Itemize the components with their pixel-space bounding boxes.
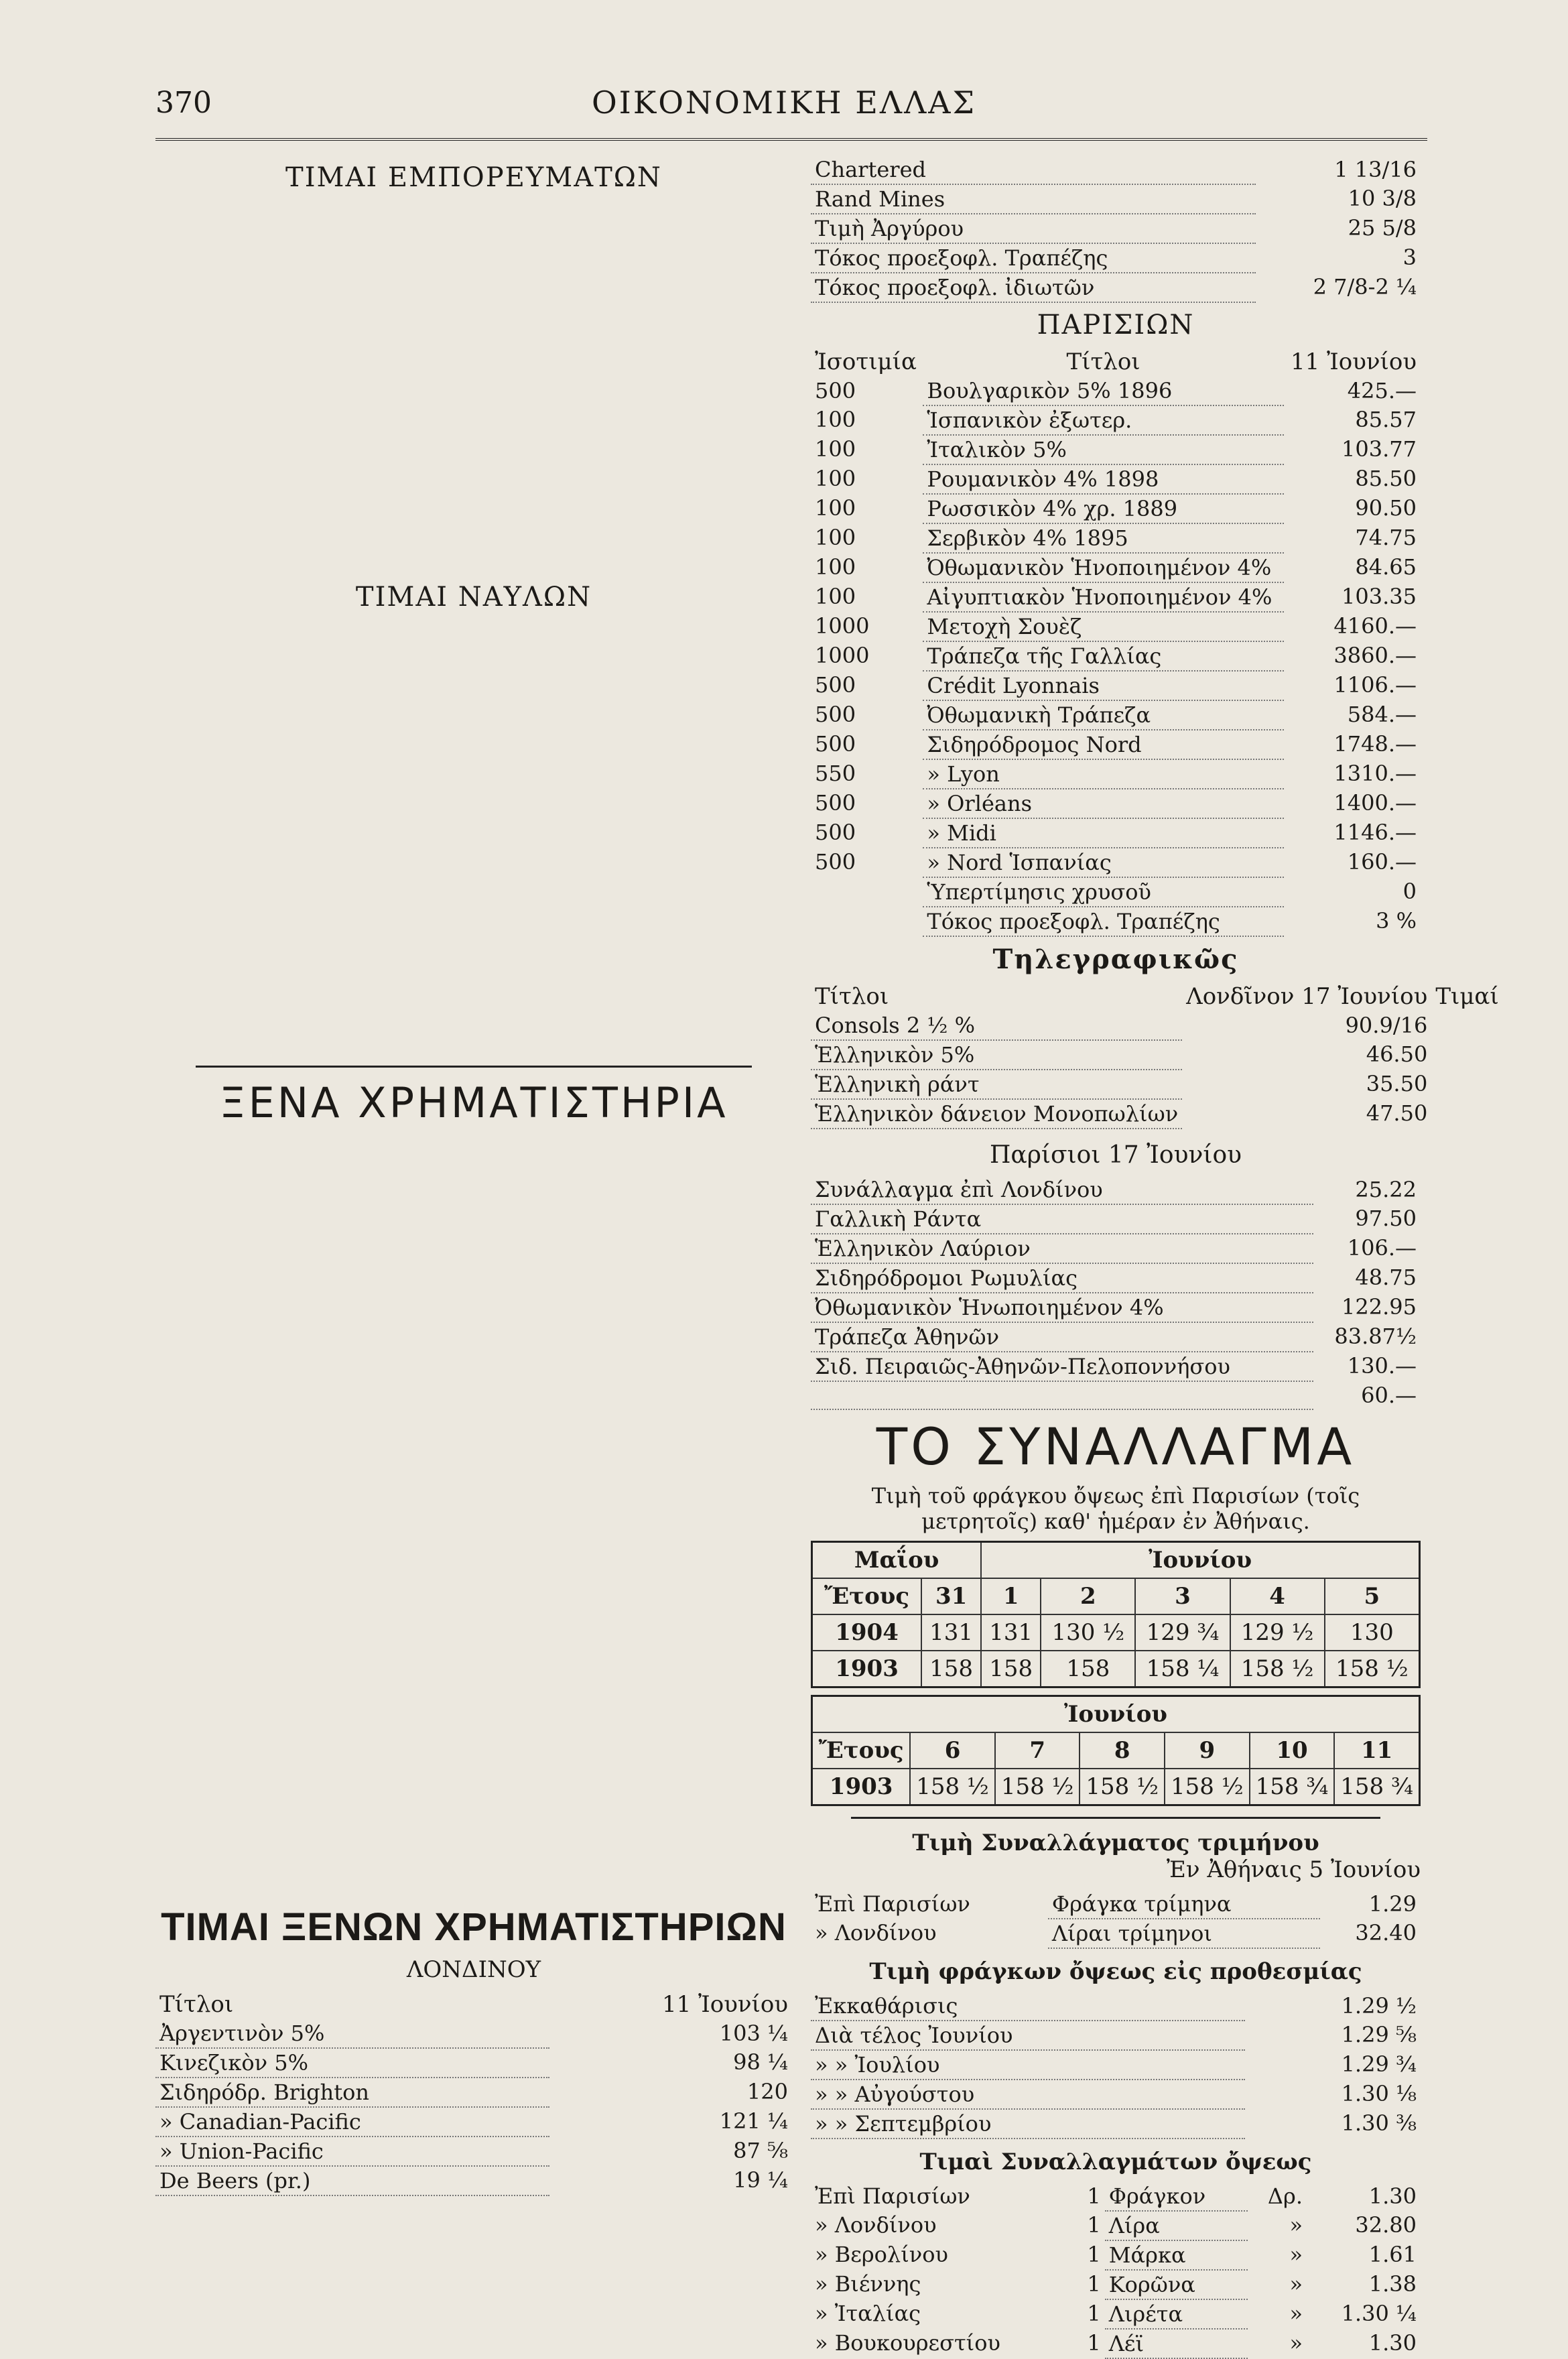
forward-table: [811, 1992, 1421, 2139]
forward-title: Τιμὴ φράγκων ὄψεως εἰς προθεσμίας: [869, 1958, 1362, 1985]
cell: 90.50: [1355, 495, 1417, 521]
header-cell: 8: [1080, 1732, 1165, 1769]
cell: Ὀθωμανικὸν Ἡνωποιημένον 4%: [811, 1293, 1313, 1322]
telegraphic-table: [811, 982, 1503, 1129]
cell: Crédit Lyonnais: [923, 671, 1283, 700]
cell: Ὀθωμανικὸν Ἡνοποιημένον 4%: [923, 553, 1283, 582]
table-row: [811, 1204, 1421, 1234]
cell: 425.—: [1347, 378, 1417, 403]
day-header-row: [812, 1732, 1420, 1769]
cell: 500: [815, 790, 856, 816]
cell: 1146.—: [1333, 820, 1417, 845]
header-rule: [155, 138, 1427, 141]
cell: » » Αὐγούστου: [811, 2080, 1245, 2109]
cell: »: [1289, 2271, 1303, 2297]
cell: Ὀθωμανικὴ Τράπεζα: [923, 700, 1283, 730]
month-june: Ἰουνίου: [981, 1542, 1419, 1579]
cell: 1 13/16: [1334, 157, 1417, 182]
cell: 1106.—: [1333, 672, 1417, 698]
cell: 19 ¼: [733, 2167, 788, 2193]
paris17-table: [811, 1175, 1421, 1410]
table-row: [811, 2329, 1421, 2358]
cell: 158 ½: [995, 1769, 1080, 1805]
cell: 130 ½: [1041, 1614, 1135, 1651]
foreign-exchanges-title: ΞΕΝΑ ΧΡΗΜΑΤΙΣΤΗΡΙΑ: [219, 1078, 728, 1127]
cell: 100: [815, 584, 856, 609]
month-row: [812, 1542, 1420, 1579]
freight-rates-body: [155, 619, 792, 1055]
sight-title: Τιμαὶ Συναλλαγμάτων ὄψεως: [919, 2149, 1312, 2175]
page-number: 370: [155, 86, 212, 120]
cell: 121 ¼: [719, 2108, 788, 2134]
cell: 1: [1087, 2330, 1101, 2356]
table-row: [155, 2048, 792, 2078]
cell: 0: [1402, 879, 1417, 904]
cell: 158 ½: [1080, 1769, 1165, 1805]
cell: Σιδηρόδρομοι Ρωμυλίας: [811, 1263, 1313, 1293]
table-row: [811, 2182, 1421, 2211]
table-row: [811, 730, 1421, 759]
cell: 85.57: [1355, 407, 1417, 432]
table-row: [812, 1651, 1420, 1687]
cell: 32.40: [1355, 1920, 1417, 1946]
cell: 25 5/8: [1348, 215, 1417, 241]
cell: [811, 877, 923, 907]
cell: 97.50: [1355, 1206, 1417, 1231]
cell: 1000: [815, 643, 870, 668]
month-june: Ἰουνίου: [812, 1696, 1420, 1733]
cell: 1: [1087, 2183, 1101, 2209]
cell: 500: [815, 378, 856, 403]
cell: Τόκος προεξοφλ. Τραπέζης: [811, 243, 1256, 273]
table-row: [811, 1293, 1421, 1322]
cell: 1903: [812, 1769, 911, 1805]
table-row: [811, 553, 1421, 582]
cell: Αἰγυπτιακὸν Ἡνοποιημένον 4%: [923, 582, 1283, 612]
cell: » » Σεπτεμβρίου: [811, 2109, 1245, 2139]
month-may: Μαΐου: [812, 1542, 982, 1579]
table-row: [811, 1381, 1421, 1409]
table-row: [811, 818, 1421, 848]
paris17-title: Παρίσιοι 17 Ἰουνίου: [989, 1141, 1242, 1169]
paris-table: [811, 347, 1421, 937]
table-row: [811, 2021, 1421, 2050]
cell: Λίραι τρίμηνοι: [1048, 1919, 1320, 1948]
cell: 129 ½: [1230, 1614, 1325, 1651]
cell: 1.38: [1368, 2271, 1417, 2297]
cell: 46.50: [1366, 1041, 1428, 1067]
cell: 10 3/8: [1348, 186, 1417, 211]
table-row: [155, 2019, 792, 2048]
table-row: [811, 1040, 1503, 1070]
cell: Ἱσπανικὸν ἐξωτερ.: [923, 405, 1283, 435]
table-row: [811, 1175, 1421, 1204]
cell: 1904: [812, 1614, 922, 1651]
cell: Σιδηρόδρ. Brighton: [155, 2078, 549, 2107]
cell: 131: [981, 1614, 1041, 1651]
cell: 160.—: [1347, 849, 1417, 875]
header-cell: Ἔτους: [812, 1732, 911, 1769]
cell: 550: [815, 761, 856, 786]
table-row: [811, 243, 1421, 273]
header-cell: 11: [1334, 1732, 1419, 1769]
cell: 25.22: [1355, 1177, 1417, 1202]
cell: » » Ἰουλίου: [811, 2050, 1245, 2080]
cell: Λέϊ: [1105, 2329, 1248, 2358]
cell: 1.29 ⅝: [1341, 2022, 1417, 2047]
cell: 100: [815, 436, 856, 462]
cell: 158: [921, 1651, 981, 1687]
table-row: [811, 1234, 1421, 1263]
cell: 500: [815, 731, 856, 757]
cell: Ἀργεντινὸν 5%: [155, 2019, 549, 2048]
cell: 500: [815, 672, 856, 698]
cell: 1903: [812, 1651, 922, 1687]
exchange-title: ΤΟ ΣΥΝΑΛΛΑΓΜΑ: [876, 1417, 1356, 1476]
cell: Κινεζικὸν 5%: [155, 2048, 549, 2078]
table-row: [811, 700, 1421, 730]
table-row: [155, 2107, 792, 2137]
table-row: [811, 2080, 1421, 2109]
cell: » Βουκουρεστίου: [815, 2330, 1000, 2356]
exchange-table-2: [811, 1695, 1421, 1806]
table-row: [811, 1352, 1421, 1381]
london-table: [155, 1990, 792, 2196]
cell: 1.30 ⅛: [1341, 2081, 1417, 2106]
table-row: [811, 2270, 1421, 2299]
cell: 48.75: [1355, 1265, 1417, 1290]
cell: 1.30: [1368, 2183, 1417, 2209]
cell: 4160.—: [1333, 613, 1417, 639]
cell: »: [1289, 2212, 1303, 2238]
cell: 100: [815, 495, 856, 521]
table-row: [811, 184, 1421, 214]
cell: Σιδ. Πειραιῶς-Ἀθηνῶν-Πελοποννήσου: [811, 1352, 1313, 1381]
cell: Τόκος προεξοφλ. Τραπέζης: [923, 907, 1283, 936]
trimester-subtitle: Ἐν Ἀθήναις 5 Ἰουνίου: [1166, 1856, 1421, 1883]
header-cell: 3: [1135, 1578, 1230, 1614]
header-cell: 31: [921, 1578, 981, 1614]
cell: 1.29: [1368, 1891, 1417, 1917]
cell: 2 7/8-2 ¼: [1313, 274, 1417, 300]
cell: Συνάλλαγμα ἐπὶ Λονδίνου: [811, 1175, 1313, 1204]
cell: 1.30 ⅜: [1341, 2110, 1417, 2136]
cell: » Λονδίνου: [815, 2212, 937, 2238]
header-cell: Ἰσοτιμία: [815, 348, 917, 375]
commodity-prices-body: [155, 200, 792, 575]
cell: Βουλγαρικὸν 5% 1896: [923, 377, 1283, 405]
cell: Τιμὴ Ἀργύρου: [811, 214, 1256, 243]
sight-rates-table: [811, 2182, 1421, 2359]
table-row: [811, 789, 1421, 818]
table-row: [811, 759, 1421, 789]
cell: Διὰ τέλος Ἰουνίου: [811, 2021, 1245, 2050]
table-row: [155, 2137, 792, 2166]
cell: 98 ¼: [733, 2049, 788, 2075]
table-row: [811, 848, 1421, 877]
cell: 103.35: [1342, 584, 1417, 609]
table-row: [811, 612, 1421, 641]
cell: Ἑλληνικὸν Λαύριον: [811, 1234, 1313, 1263]
header-cell: Λονδῖνον 17 Ἰουνίου: [1186, 983, 1428, 1010]
cell: »: [1289, 2301, 1303, 2326]
cell: Consols 2 ½ %: [811, 1011, 1182, 1040]
cell: 1: [1087, 2271, 1101, 2297]
exchange-table-1: [811, 1541, 1421, 1688]
header-cell: Τίτλοι: [815, 983, 889, 1010]
table-row: [811, 1992, 1421, 2021]
foreign-exchanges-body: [155, 1134, 792, 1898]
telegraphic-title: Τηλεγραφικῶς: [992, 944, 1239, 975]
cell: 130: [1325, 1614, 1420, 1651]
table-row: [811, 155, 1421, 184]
cell: Ἑλληνικὸν δάνειον Μονοπωλίων: [811, 1099, 1182, 1129]
cell: Κορῶνα: [1105, 2270, 1248, 2299]
cell: Ἑλληνικὴ ράντ: [811, 1070, 1182, 1099]
table-row: [811, 2109, 1421, 2139]
section-divider: [851, 1817, 1380, 1819]
table-row: [811, 405, 1421, 435]
cell: 1.29 ½: [1341, 1993, 1417, 2019]
header-cell: Τίτλοι: [159, 1991, 234, 2018]
cell: 100: [815, 407, 856, 432]
table-row: [811, 2050, 1421, 2080]
cell: 3860.—: [1333, 643, 1417, 668]
table-row: [811, 1011, 1503, 1040]
header-cell: 9: [1165, 1732, 1250, 1769]
cell: 158 ½: [1325, 1651, 1420, 1687]
cell: Λιρέτα: [1105, 2299, 1248, 2329]
cell: » Λονδίνου: [815, 1920, 937, 1946]
masthead-title: ΟΙΚΟΝΟΜΙΚΗ ΕΛΛΑΣ: [591, 84, 977, 121]
cell: 500: [815, 702, 856, 727]
cell: Μετοχὴ Σουὲζ: [923, 612, 1283, 641]
cell: 103 ¼: [719, 2021, 788, 2046]
cell: Σερβικὸν 4% 1895: [923, 523, 1283, 553]
left-column: [155, 155, 792, 2196]
right-column: [811, 155, 1499, 2359]
table-row: [811, 582, 1421, 612]
cell: 100: [815, 466, 856, 491]
cell: » Midi: [923, 818, 1283, 848]
cell: Σιδηρόδρομος Nord: [923, 730, 1283, 759]
cell: 158 ¼: [1135, 1651, 1230, 1687]
cell: » Βερολίνου: [815, 2242, 948, 2267]
cell: 1: [1087, 2301, 1101, 2326]
cell: Rand Mines: [811, 184, 1256, 214]
header-cell: Τίτλοι: [1066, 348, 1140, 375]
table-row: [811, 1322, 1421, 1352]
table-row: [812, 1614, 1420, 1651]
cell: 1400.—: [1333, 790, 1417, 816]
cell: Chartered: [811, 155, 1256, 184]
cell: 106.—: [1347, 1235, 1417, 1261]
header-cell: 2: [1041, 1578, 1135, 1614]
cell: » Ἰταλίας: [815, 2301, 921, 2326]
cell: 1.30 ¼: [1341, 2301, 1417, 2326]
table-row: [811, 377, 1421, 405]
exchange-subtitle: Τιμὴ τοῦ φράγκου ὄψεως ἐπὶ Παρισίων (τοῖς μετρητοῖς) καθ' ἡμέραν ἐν Ἀθήναις.: [871, 1483, 1360, 1534]
cell: Δρ.: [1267, 2183, 1303, 2209]
table-header-row: [155, 1990, 792, 2019]
cell: 3 %: [1376, 908, 1417, 934]
cell: 158 ¾: [1250, 1769, 1335, 1805]
cell: 1: [1087, 2212, 1101, 2238]
freight-rates-title: ΤΙΜΑΙ ΝΑΥΛΩΝ: [355, 582, 592, 613]
cell: 500: [815, 849, 856, 875]
cell: [811, 1381, 1313, 1409]
cell: »: [1289, 2330, 1303, 2356]
header-cell: 5: [1325, 1578, 1420, 1614]
table-row: [155, 2166, 792, 2195]
month-row: [812, 1696, 1420, 1733]
cell: 131: [921, 1614, 981, 1651]
cell: 158 ¾: [1334, 1769, 1419, 1805]
cell: 83.87½: [1334, 1324, 1417, 1349]
header-cell: 7: [995, 1732, 1080, 1769]
cell: Μάρκα: [1105, 2240, 1248, 2270]
cell: 90.9/16: [1345, 1013, 1428, 1038]
cell: Τράπεζα τῆς Γαλλίας: [923, 641, 1283, 671]
cell: »: [1289, 2242, 1303, 2267]
header-cell: 11 Ἰουνίου: [661, 1991, 788, 2018]
cell: 158: [1041, 1651, 1135, 1687]
cell: 84.65: [1355, 554, 1417, 580]
cell: 100: [815, 554, 856, 580]
cell: » Nord Ἱσπανίας: [923, 848, 1283, 877]
foreign-markets-title: ΤΙΜΑΙ ΞΕΝΩΝ ΧΡΗΜΑΤΙΣΤΗΡΙΩΝ: [161, 1905, 787, 1949]
table-row: [811, 1263, 1421, 1293]
cell: 122.95: [1342, 1294, 1417, 1320]
table-row: [811, 2240, 1421, 2270]
header-cell: Τιμαί: [1435, 983, 1499, 1010]
cell: » Orléans: [923, 789, 1283, 818]
cell: Φράγκα τρίμηνα: [1048, 1890, 1320, 1919]
cell: 3: [1402, 245, 1417, 270]
cell: 500: [815, 820, 856, 845]
table-row: [811, 877, 1421, 907]
table-row: [811, 214, 1421, 243]
table-row: [811, 641, 1421, 671]
cell: » Canadian-Pacific: [155, 2107, 549, 2137]
table-row: [811, 464, 1421, 494]
table-row: [811, 1890, 1421, 1919]
cell: 87 ⅝: [733, 2138, 788, 2163]
cell: 60.—: [1361, 1383, 1417, 1408]
cell: 1.30: [1368, 2330, 1417, 2356]
table-header-row: [811, 347, 1421, 377]
table-row: [811, 1070, 1503, 1099]
cell: » Βιέννης: [815, 2271, 921, 2297]
table-row: [811, 435, 1421, 464]
table-row: [812, 1769, 1420, 1805]
cell: Ἰταλικὸν 5%: [923, 435, 1283, 464]
cell: 120: [746, 2079, 788, 2104]
cell: 1: [1087, 2242, 1101, 2267]
cell: Λίρα: [1105, 2211, 1248, 2240]
cell: 100: [815, 525, 856, 550]
cell: 1310.—: [1333, 761, 1417, 786]
cell: Φράγκον: [1105, 2182, 1248, 2211]
cell: 74.75: [1355, 525, 1417, 550]
cell: Τόκος προεξοφλ. ἰδιωτῶν: [811, 273, 1256, 302]
cell: De Beers (pr.): [155, 2166, 549, 2195]
section-divider: [196, 1066, 752, 1068]
table-header-row: [811, 982, 1503, 1011]
table-row: [811, 273, 1421, 302]
cell: » Union-Pacific: [155, 2137, 549, 2166]
cell: Ρουμανικὸν 4% 1898: [923, 464, 1283, 494]
header-cell: 10: [1250, 1732, 1335, 1769]
cell: 158 ½: [1165, 1769, 1250, 1805]
header-cell: 6: [910, 1732, 995, 1769]
cell: » Lyon: [923, 759, 1283, 789]
cell: Ρωσσικὸν 4% χρ. 1889: [923, 494, 1283, 523]
table-row: [811, 2299, 1421, 2329]
cell: Ἐπὶ Παρισίων: [815, 2183, 970, 2209]
cell: Ἐκκαθάρισις: [811, 1992, 1245, 2021]
cell: 1000: [815, 613, 870, 639]
cell: Ὑπερτίμησις χρυσοῦ: [923, 877, 1283, 907]
cell: 129 ¾: [1135, 1614, 1230, 1651]
cell: 158: [981, 1651, 1041, 1687]
table-row: [811, 907, 1421, 936]
table-row: [155, 2078, 792, 2107]
london-stocks-table: [811, 155, 1421, 303]
day-header-row: [812, 1578, 1420, 1614]
table-row: [811, 523, 1421, 553]
table-row: [811, 1919, 1421, 1948]
commodity-prices-title: ΤΙΜΑΙ ΕΜΠΟΡΕΥΜΑΤΩΝ: [285, 162, 662, 193]
cell: Γαλλικὴ Ράντα: [811, 1204, 1313, 1234]
table-row: [811, 494, 1421, 523]
london-subtitle: ΛΟΝΔΙΝΟΥ: [406, 1956, 541, 1983]
header-cell: 11 Ἰουνίου: [1290, 348, 1417, 375]
cell: Ἐπὶ Παρισίων: [815, 1891, 970, 1917]
paris-title: ΠΑΡΙΣΙΩΝ: [1037, 310, 1195, 340]
cell: Τράπεζα Ἀθηνῶν: [811, 1322, 1313, 1352]
header-cell: Ἔτους: [812, 1578, 922, 1614]
cell: 1.61: [1368, 2242, 1417, 2267]
cell: 584.—: [1347, 702, 1417, 727]
cell: 158 ½: [910, 1769, 995, 1805]
cell: [811, 907, 923, 936]
cell: 35.50: [1366, 1071, 1428, 1096]
cell: 85.50: [1355, 466, 1417, 491]
table-row: [811, 671, 1421, 700]
cell: 1748.—: [1333, 731, 1417, 757]
cell: 1.29 ¾: [1341, 2051, 1417, 2077]
trimester-table: [811, 1890, 1421, 1949]
cell: 130.—: [1347, 1353, 1417, 1379]
table-row: [811, 1099, 1503, 1129]
cell: 32.80: [1355, 2212, 1417, 2238]
cell: 103.77: [1342, 436, 1417, 462]
header-cell: 1: [981, 1578, 1041, 1614]
cell: 47.50: [1366, 1100, 1428, 1126]
table-row: [811, 2211, 1421, 2240]
trimester-title: Τιμὴ Συναλλάγματος τριμήνου: [912, 1830, 1319, 1856]
cell: Ἑλληνικὸν 5%: [811, 1040, 1182, 1070]
cell: 158 ½: [1230, 1651, 1325, 1687]
header-cell: 4: [1230, 1578, 1325, 1614]
